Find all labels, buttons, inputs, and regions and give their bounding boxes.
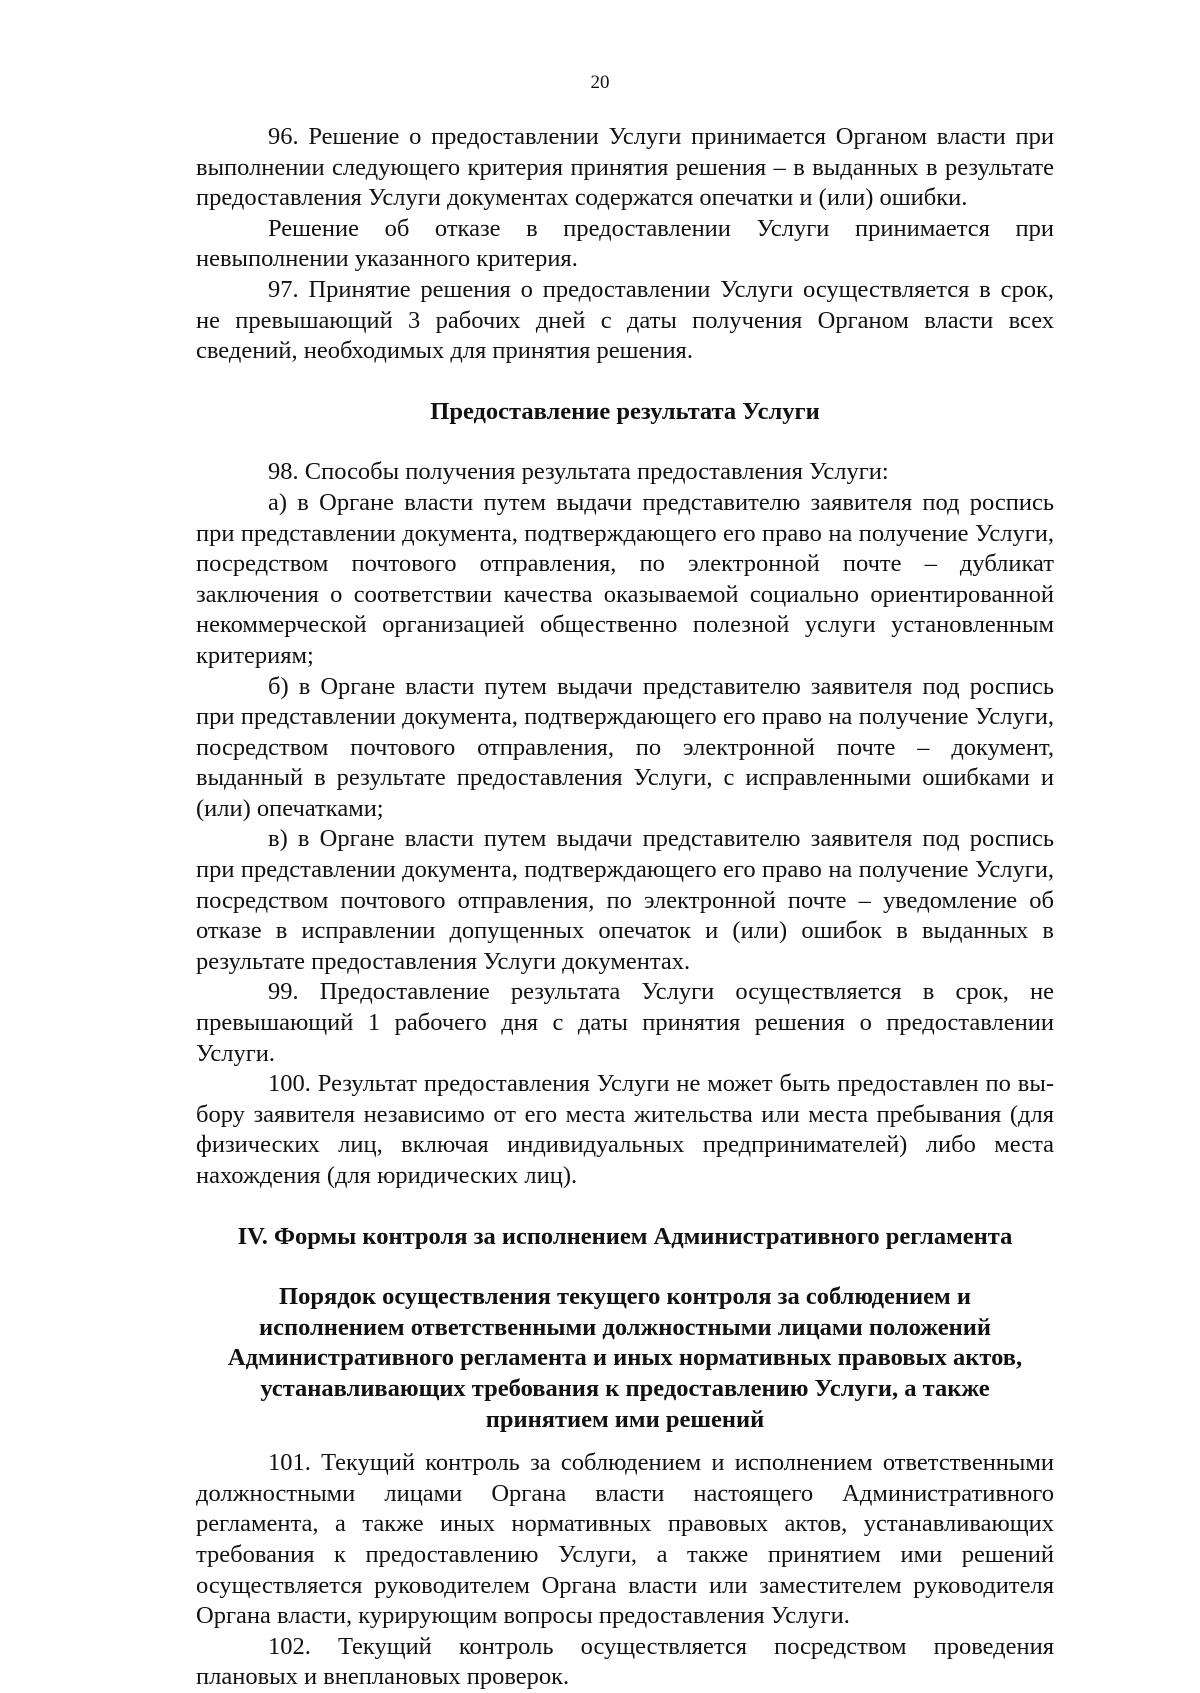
heading-result-provision: Предоставление результата Услуги	[430, 397, 820, 425]
paragraph-99: 99. Предоставление результата Услуги осуществляется в срок, не превышающий 1 рабочего дня с даты принятия решения о предоставлении Услуги.	[196, 978, 1054, 1067]
paragraph-100: 100. Результат предоставления Услуги не может быть предоставлен по выбору заявителя независимо от его места жительства или места пребывания (для физических лиц, включая индивидуальных предпринимателей) либо места нахождения (для юридических лиц).	[196, 1070, 1054, 1189]
paragraph-98-b: б) в Органе власти путем выдачи представителю заявителя под роспись при представлении документа, подтверждающего его право на получение Услуги, посредством почтового отправления, по электронной почте – документ, выданный в результате предоставления Услуги, с исправленными ошибками и (или) опечатками;	[196, 672, 1054, 822]
paragraph-96-refusal: Решение об отказе в предоставлении Услуги принимается при невыполнении указанного критерия.	[196, 214, 1054, 273]
paragraph-98-a: а) в Органе власти путем выдачи представителю заявителя под роспись при представлении документа, подтверждающего его право на получение Услуги, посредством почтового отправления, по электронной почте – дубликат заключения о соответствии качества оказываемой социально ориентированной некоммерческой организацией общественно полезной услуги установленным критериям;	[196, 488, 1054, 669]
paragraph-96: 96. Решение о предоставлении Услуги принимается Органом власти при выполнении следующего критерия принятия решения – в выданных в результате предоставления Услуги документах содержатся опечатки и (или) ошибки.	[196, 123, 1054, 212]
paragraph-97: 97. Принятие решения о предоставлении Услуги осуществляется в срок, не превышающий 3 рабочих дней с даты получения Органом власти всех сведений, необходимых для принятия решения.	[196, 275, 1054, 365]
document-body	[196, 122, 1054, 1693]
paragraph-102: 102. Текущий контроль осуществляется посредством проведения плановых и внеплановых проверок.	[196, 1632, 1054, 1691]
page-number: 20	[590, 72, 610, 93]
paragraph-98: 98. Способы получения результата предоставления Услуги:	[268, 458, 889, 486]
heading-current-control: Порядок осуществления текущего контроля за соблюдением и исполнением ответственными должностными лицами положений Административного регламента и иных нормативных правовых актов, устанавливающих требования к предоставлению Услуги, а также принятием ими решений	[227, 1283, 1023, 1433]
heading-section-iv: IV. Формы контроля за исполнением Административного регламента	[237, 1222, 1013, 1250]
paragraph-101: 101. Текущий контроль за соблюдением и исполнением ответственными должностными лицами Органа власти настоящего Административного регламента, а также иных нормативных правовых актов, устанавливающих требования к предоставлению Услуги, а также принятием ими решений осуществляется руководителем Органа власти или заместителем руководителя Органа власти, курирующим вопросы предоставления Услуги.	[196, 1449, 1054, 1630]
paragraph-98-c: в) в Органе власти путем выдачи представителю заявителя под роспись при представлении документа, подтверждающего его право на получение Услуги, посредством почтового отправления, по электронной почте – уведомление об отказе в исправлении допущенных опечаток и (или) ошибок в выданных в результате предоставления Услуги документах.	[196, 825, 1054, 975]
